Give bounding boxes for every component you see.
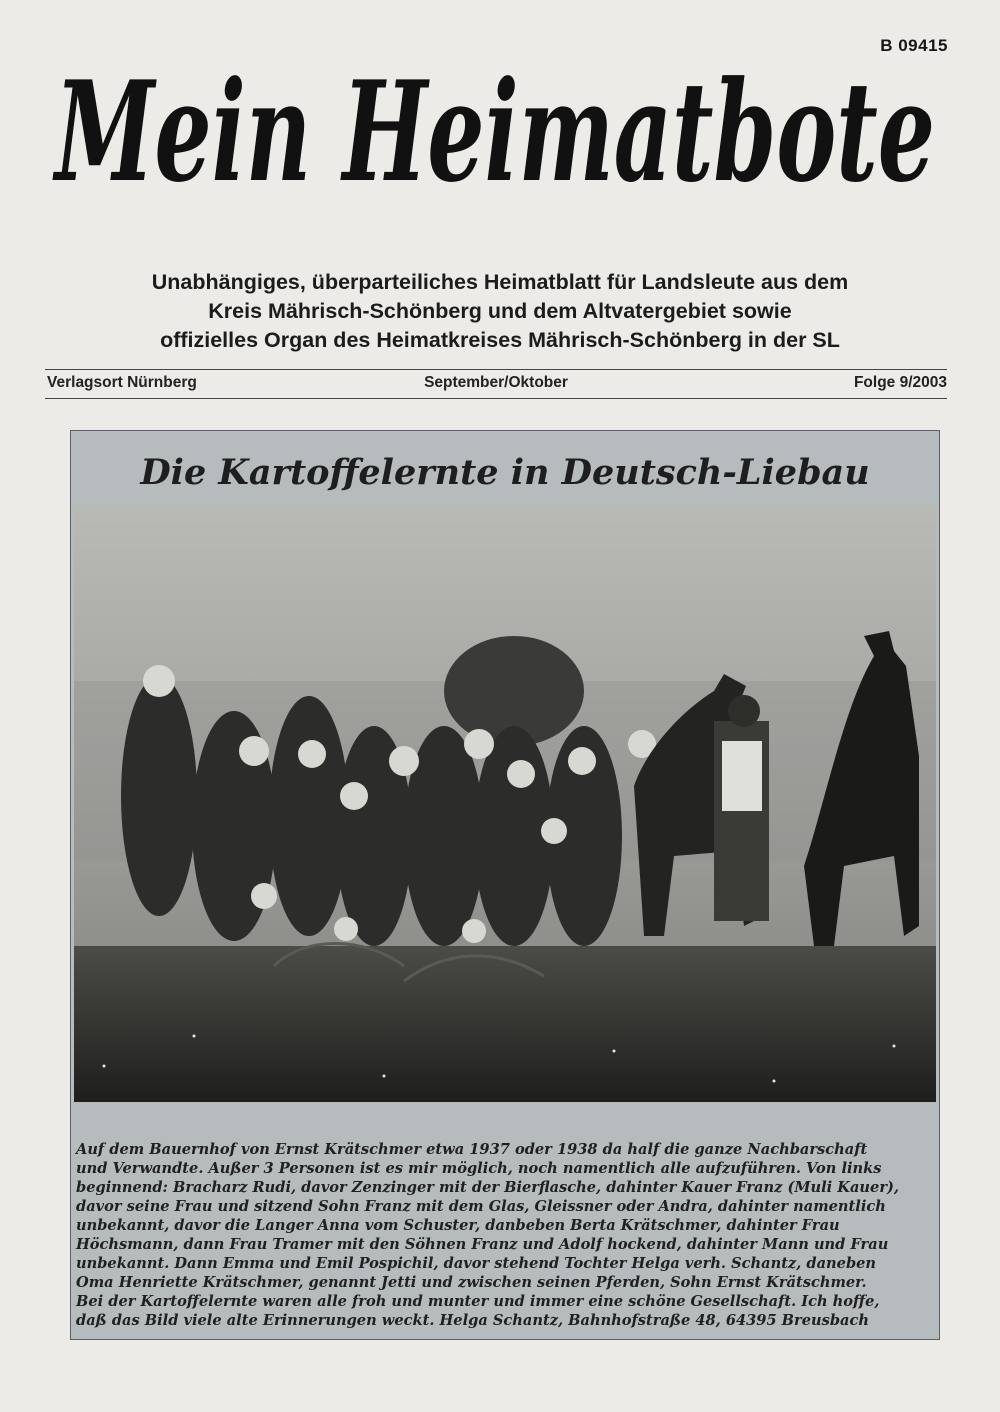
issue-meta-row bbox=[45, 374, 947, 396]
subtitle-line: Kreis Mährisch-Schönberg und dem Altvatergebiet sowie bbox=[208, 299, 792, 323]
masthead-title: Mein Heimatbote bbox=[52, 50, 936, 213]
publication-place: Verlagsort Nürnberg bbox=[47, 374, 197, 391]
caption-line: Oma Henriette Krätschmer, genannt Jetti und zwischen seinen Pferden, Sohn Ernst Krätschmer. bbox=[76, 1274, 867, 1291]
caption-line: beginnend: Bracharz Rudi, davor Zenzinger mit der Bierflasche, dahinter Kauer Franz (Muli Kauer), bbox=[76, 1179, 900, 1196]
caption-line: unbekannt. Dann Emma und Emil Pospichil, davor stehend Tochter Helga verh. Schantz, daneben bbox=[76, 1255, 877, 1272]
subtitle-line: Unabhängiges, überparteiliches Heimatblatt für Landsleute aus dem bbox=[151, 270, 849, 294]
caption-line: Auf dem Bauernhof von Ernst Krätschmer etwa 1937 oder 1938 da half die ganze Nachbarschaft bbox=[76, 1141, 868, 1158]
issue-date: September/Oktober bbox=[424, 374, 568, 391]
caption-line: Bei der Kartoffelernte waren alle froh und munter und immer eine schöne Gesellschaft. Ich hoffe, bbox=[76, 1293, 880, 1310]
caption-line: und Verwandte. Außer 3 Personen ist es mir möglich, noch namentlich alle aufzuführen. Von links bbox=[76, 1160, 882, 1177]
divider bbox=[45, 369, 947, 370]
subtitle-line: offizielles Organ des Heimatkreises Mährisch-Schönberg in der SL bbox=[160, 328, 840, 352]
subtitle bbox=[40, 268, 960, 355]
issn-code: B 09415 bbox=[880, 36, 948, 55]
divider bbox=[45, 398, 947, 399]
article-headline: Die Kartoffelernte in Deutsch-Liebau bbox=[140, 452, 870, 493]
caption-line: daß das Bild viele alte Erinnerungen weckt. Helga Schantz, Bahnhofstraße 48, 64395 Breusbach bbox=[76, 1312, 869, 1329]
caption-line: Höchsmann, dann Frau Tramer mit den Söhnen Franz und Adolf hockend, dahinter Mann und Frau bbox=[76, 1236, 889, 1253]
masthead-logo bbox=[45, 30, 945, 260]
issue-number: Folge 9/2003 bbox=[853, 374, 947, 391]
caption-line: unbekannt, davor die Langer Anna vom Schuster, danbeben Berta Krätschmer, dahinter Frau bbox=[76, 1217, 840, 1234]
photo-caption bbox=[76, 1140, 934, 1330]
harvest-photo bbox=[74, 506, 936, 1102]
caption-line: davor seine Frau und sitzend Sohn Franz mit dem Glas, Gleissner oder Andra, dahinter namentlich bbox=[76, 1198, 886, 1215]
